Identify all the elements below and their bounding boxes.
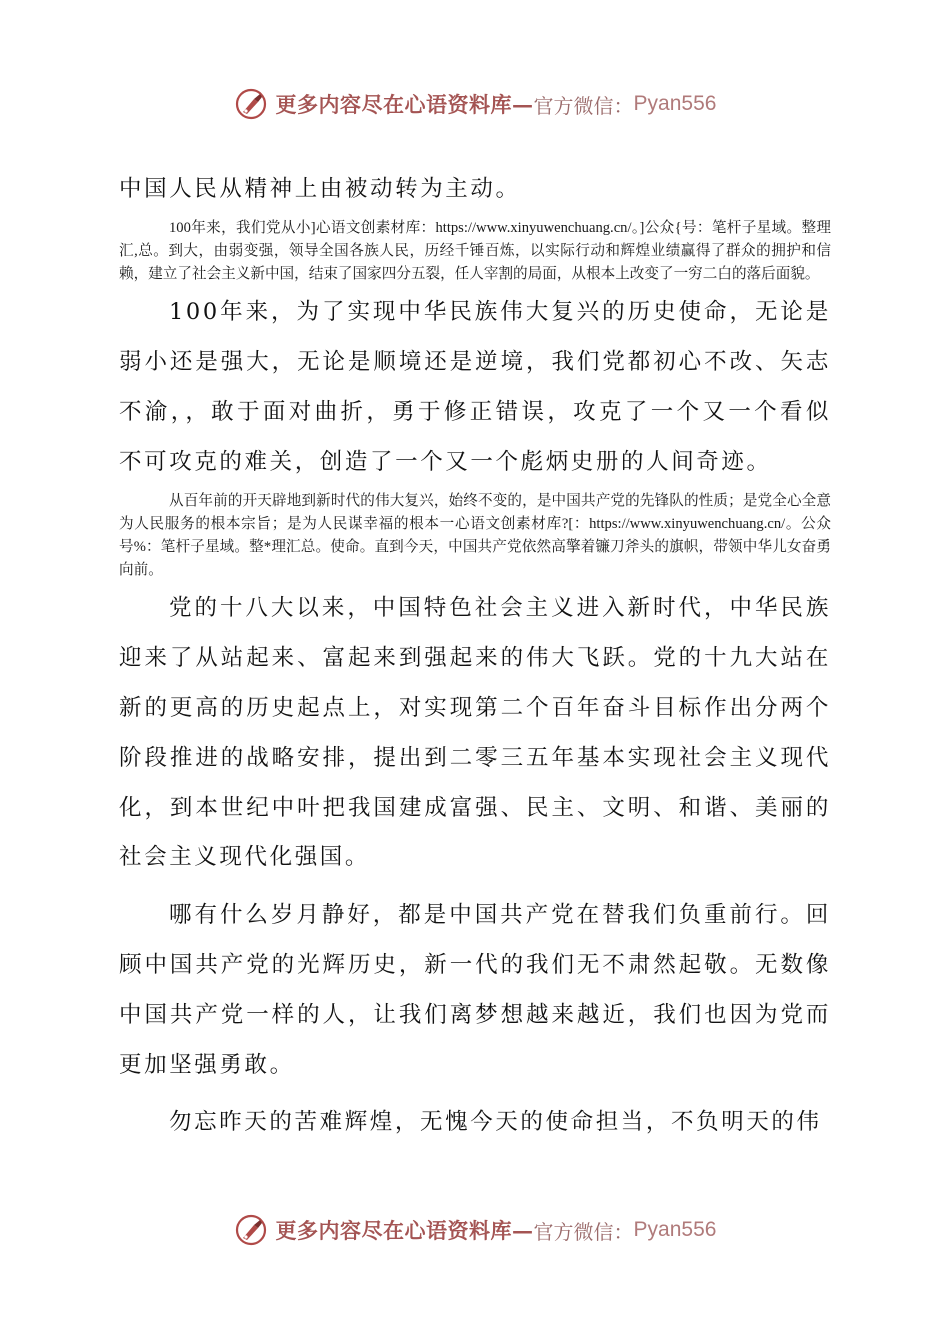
header-banner-text: 更多内容尽在心语资料库— (275, 92, 534, 117)
paragraph-5: 勿忘昨天的苦难辉煌，无愧今天的使命担当，不负明天的伟 (169, 1109, 822, 1136)
footer-banner (0, 1206, 950, 1254)
small-note-1: 100年来，我们党从小]心语文创素材库：https://www.xinyuwenchuang.cn/。]公众{号：笔杆子星域。整理汇,总。到大，由弱变强，领导全国各族人民，历经千锤百炼，以实际行动和辉煌业绩赢得了群众的拥护和信赖，建立了社会主义新中国，结束了国家四分五裂，任人宰割的局面，从根本上改变了一穷二白的落后面貌。 (119, 219, 831, 283)
pen-nib-logo-icon (234, 87, 268, 121)
footer-banner-text: 更多内容尽在心语资料库— (275, 1218, 534, 1243)
paragraph-1: 中国人民从精神上由被动转为主动。 (119, 176, 521, 202)
document-body (119, 165, 831, 1148)
small-note-2: 从百年前的开天辟地到新时代的伟大复兴，始终不变的，是中国共产党的先锋队的性质；是党全心全意为人民服务的根本宗旨；是为人民谋幸福的根本一心语文创素材库?[：https://www.xinyuwenchuang.cn/。公众号%：笔杆子星域。整*理汇总。使命。直到今天，中国共产党依然高擎着镰刀斧头的旗帜，带领中华儿女奋勇向前。 (119, 492, 831, 579)
paragraph-3: 党的十八大以来，中国特色社会主义进入新时代，中华民族迎来了从站起来、富起来到强起来的伟大飞跃。党的十九大站在新的更高的历史起点上，对实现第二个百年奋斗目标作出分两个阶段推进的战略安排，提出到二零三五年基本实现社会主义现代化，到本世纪中叶把我国建成富强、民主、文明、和谐、美丽的社会主义现代化强国。 (119, 595, 831, 871)
pen-nib-logo-icon (234, 1213, 268, 1247)
paragraph-2: 100年来，为了实现中华民族伟大复兴的历史使命，无论是弱小还是强大，无论是顺境还是逆境，我们党都初心不改、矢志不渝，，敢于面对曲折，勇于修正错误，攻克了一个又一个看似不可攻克的难关，创造了一个又一个彪炳史册的人间奇迹。 (119, 299, 831, 475)
header-wechat-label: 官方微信： (533, 93, 634, 118)
header-banner (0, 80, 950, 128)
header-wechat-id: Pyan556 (633, 92, 717, 115)
paragraph-4: 哪有什么岁月静好，都是中国共产党在替我们负重前行。回顾中国共产党的光辉历史，新一代的我们无不肃然起敬。无数像中国共产党一样的人，让我们离梦想越来越近，我们也因为党而更加坚强勇敢。 (119, 902, 831, 1078)
footer-wechat-label: 官方微信： (533, 1219, 634, 1244)
footer-wechat-id: Pyan556 (633, 1218, 717, 1241)
